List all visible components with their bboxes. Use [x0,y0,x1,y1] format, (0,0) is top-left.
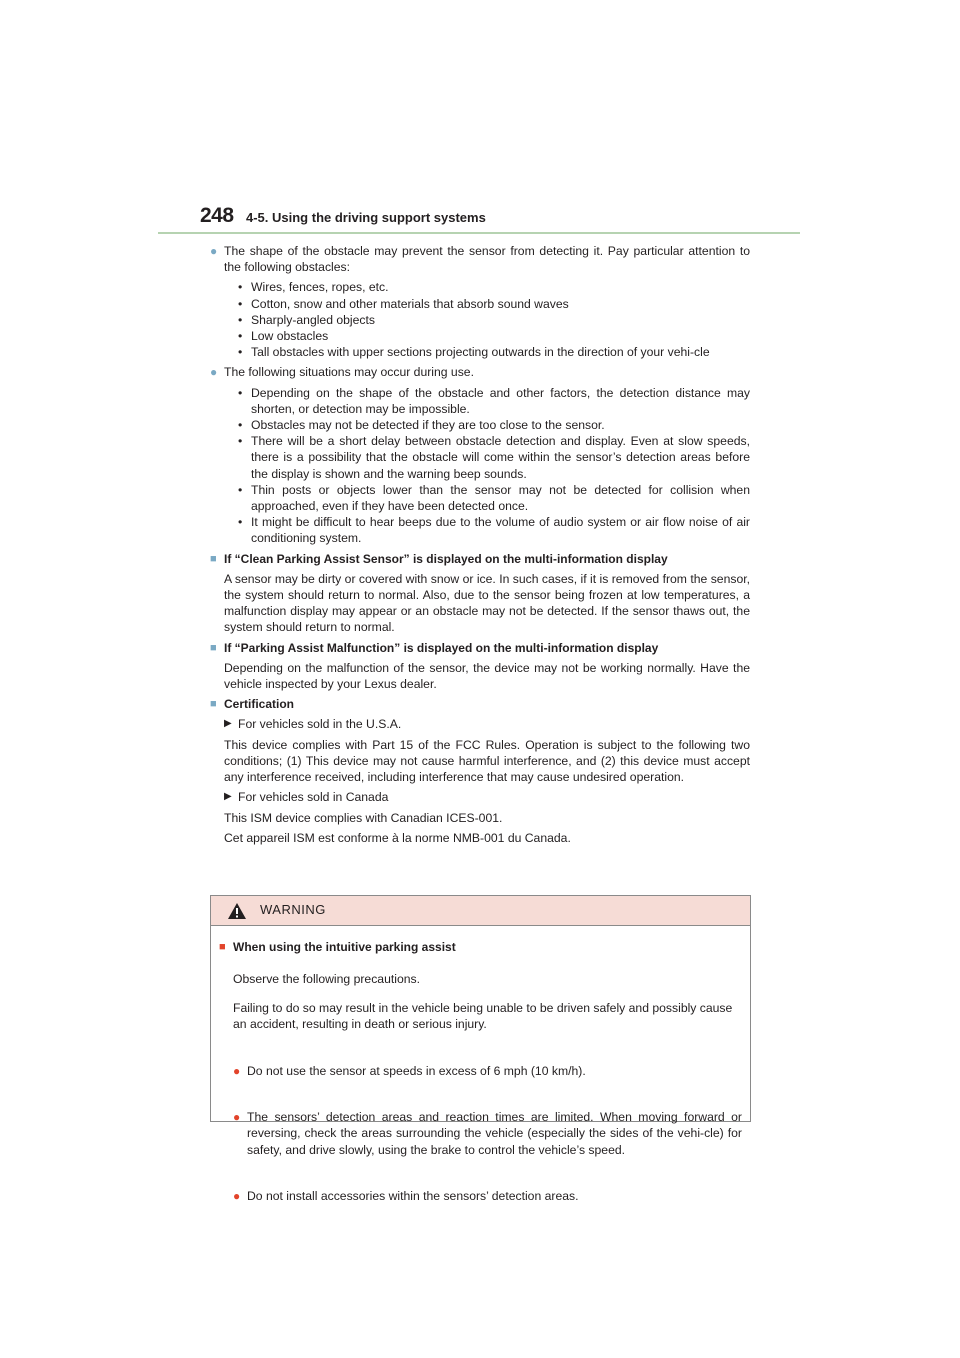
usa-text: This device complies with Part 15 of the FCC Rules. Operation is subject to the following two conditions; (1) This device may not cause harmful interference, and (2) this device must accept any interference received, including interference that may cause undesired operation. [224,737,750,785]
warning-item: ● The sensors’ detection areas and reaction times are limited. When moving forward or reversing, check the areas surrounding the vehicle (especially the sides of the vehi-cle) for safety, and drive slowly, using the brake to control the vehicle’s speed. [233,1110,742,1157]
square-bullet-icon: ■ [219,941,226,953]
bullet-dot-icon: ● [210,365,218,380]
canada-label: ▶ For vehicles sold in Canada [224,790,389,805]
warning-intro-2: Failing to do so may result in the vehicle being unable to be driven safely and possibly cause an accident, resulting in death or serious injury. [233,1000,733,1031]
list-item: • There will be a short delay between obstacle detection and display. Even at slow speeds, there is a possibility that the obstacle will come within the sensor’s detection areas before the display is shown and the warning beep sounds. [238,434,750,481]
warning-header [211,896,750,926]
bullet-dot-icon: ● [233,1110,241,1125]
page-number: 248 [200,204,234,227]
header-rule [158,232,800,234]
warning-heading: ■ When using the intuitive parking assist [219,940,456,954]
usa-label: ▶ For vehicles sold in the U.S.A. [224,717,402,732]
certification-heading: ■ Certification [210,697,295,712]
warning-body [211,926,750,1204]
obstacle-text: The shape of the obstacle may prevent the sensor from detecting it. Pay particular attention to the following obstacles: [224,244,750,275]
list-item: • Sharply-angled objects [238,312,375,327]
situations-item [210,364,750,546]
clean-sensor-text: A sensor may be dirty or covered with snow or ice. In such cases, if it is removed from the sensor, the system should return to normal. Also, due to the sensor being frozen at low temperatures, a malfunction display may appear or an obstacle may not be detected. If the sensor thaws out, the system should return to normal. [224,571,750,635]
situations-text: The following situations may occur during use. [224,365,474,380]
section-title: 4-5. Using the driving support systems [246,210,486,225]
bullet-dot-icon: ● [210,244,218,258]
warning-intro-1: Observe the following precautions. [233,972,420,987]
warning-triangle-icon [227,902,247,920]
list-item: • Tall obstacles with upper sections projecting outwards in the direction of your vehi-cle [238,345,710,360]
warning-item: ● Do not install accessories within the sensors’ detection areas. [233,1189,579,1204]
arrow-right-icon: ▶ [224,791,232,803]
bullet-dot-icon: ● [233,1189,241,1204]
canada-text-fr: Cet appareil ISM est conforme à la norme NMB-001 du Canada. [224,830,571,845]
warning-box [210,895,751,1204]
main-content [210,243,750,846]
list-item: • Wires, fences, ropes, etc. [238,280,389,295]
square-bullet-icon: ■ [210,552,217,565]
page-header [200,204,800,234]
arrow-right-icon: ▶ [224,718,232,730]
malfunction-text: Depending on the malfunction of the sensor, the device may not be working normally. Have the vehicle inspected by your Lexus dealer. [224,660,750,692]
list-item: • Cotton, snow and other materials that absorb sound waves [238,296,569,311]
square-bullet-icon: ■ [210,698,217,711]
bullet-dot-icon: ● [233,1063,241,1078]
square-bullet-icon: ■ [210,641,217,654]
list-item: • Obstacles may not be detected if they are too close to the sensor. [238,418,605,433]
situations-list [238,385,750,547]
warning-title: WARNING [260,902,326,917]
warning-item: ● Do not use the sensor at speeds in excess of 6 mph (10 km/h). [233,1063,586,1078]
list-item: • Low obstacles [238,329,329,344]
list-item: • Thin posts or objects lower than the sensor may not be detected for collision when approached, even if they have been detected once. [238,482,750,514]
clean-sensor-heading: ■ If “Clean Parking Assist Sensor” is displayed on the multi-information display [210,551,668,566]
malfunction-heading: ■ If “Parking Assist Malfunction” is displayed on the multi-information display [210,640,659,655]
obstacle-item [210,243,750,360]
list-item: • It might be difficult to hear beeps due to the volume of audio system or air flow noise of air conditioning system. [238,515,750,546]
list-item: • Depending on the shape of the obstacle and other factors, the detection distance may shorten, or detection may be impossible. [238,385,750,416]
canada-text-en: This ISM device complies with Canadian ICES-001. [224,810,503,825]
obstacle-list [238,279,750,360]
